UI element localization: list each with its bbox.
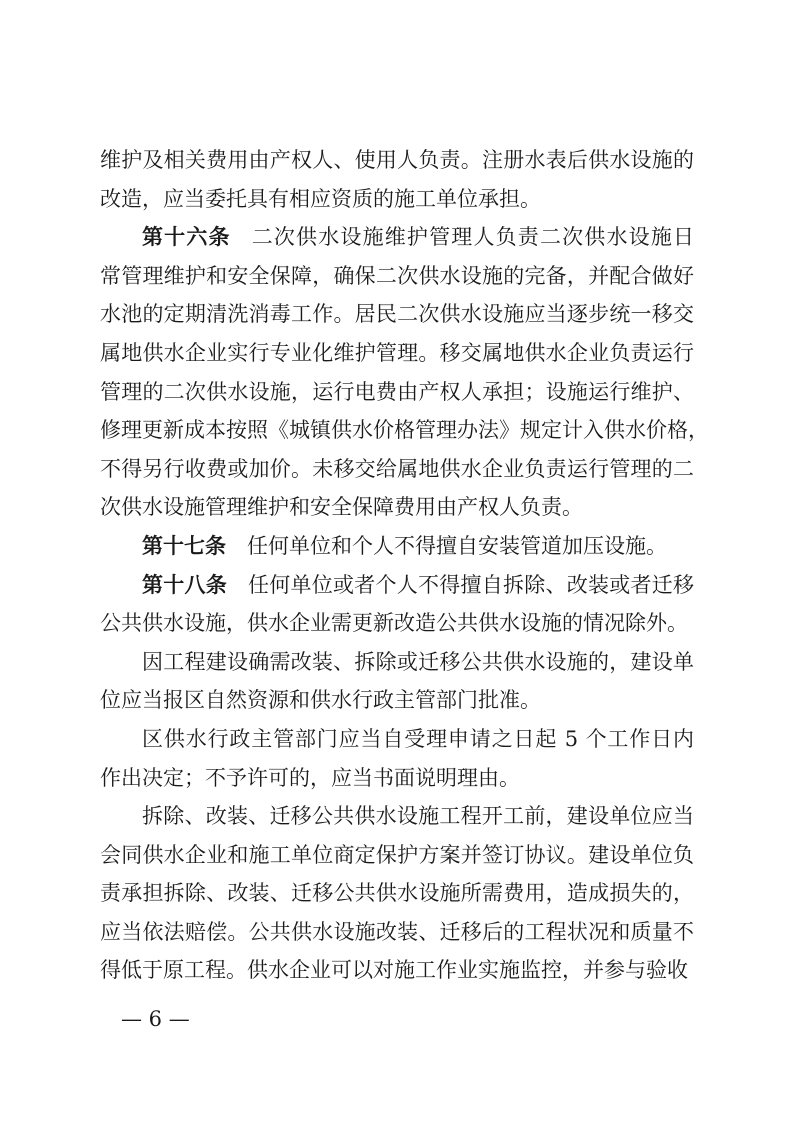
text-line (100, 797, 694, 836)
text-line (100, 527, 694, 566)
text-line (100, 180, 694, 219)
line-text: 改造，应当委托具有相应资质的施工单位承担。 (100, 186, 541, 211)
text-line (100, 295, 694, 334)
line-text: 位应当报区自然资源和供水行政主管部门批准。 (100, 688, 541, 713)
line-text: 区供水行政主管部门应当自受理申请之日起 5 个工作日内 (142, 726, 694, 751)
paragraph (100, 218, 709, 527)
article-heading: 第十八条 (142, 571, 227, 597)
text-line (100, 759, 694, 798)
paragraph (100, 797, 694, 990)
text-line (100, 604, 694, 643)
line-text: 水池的定期清洗消毒工作。居民二次供水设施应当逐步统一移交 (100, 302, 694, 327)
text-line (100, 373, 694, 412)
line-text: 责承担拆除、改装、迁移公共供水设施所需费用，造成损失的， (100, 881, 694, 906)
text-line (100, 450, 694, 489)
text-line (100, 836, 694, 875)
text-line (100, 874, 694, 913)
text-line (100, 218, 694, 257)
line-text: 二次供水设施维护管理人负责二次供水设施日 (251, 225, 695, 250)
text-line (100, 488, 694, 527)
line-text: 任何单位或者个人不得擅自拆除、改装或者迁移 (248, 572, 694, 597)
line-text: 常管理维护和安全保障，确保二次供水设施的完备，并配合做好 (100, 263, 694, 288)
paragraph (100, 141, 694, 218)
text-line (100, 681, 694, 720)
line-text: 不得另行收费或加价。未移交给属地供水企业负责运行管理的二 (100, 456, 694, 481)
text-line (100, 643, 694, 682)
line-text: 维护及相关费用由产权人、使用人负责。注册水表后供水设施的 (100, 148, 694, 172)
line-text: 作出决定；不予许可的，应当书面说明理由。 (100, 765, 520, 790)
paragraph (100, 566, 694, 643)
line-text: 因工程建设确需改装、拆除或迁移公共供水设施的，建设单 (142, 649, 694, 674)
text-line (100, 913, 694, 952)
text-line (100, 566, 694, 605)
text-line (100, 411, 709, 450)
text-line (100, 141, 694, 180)
line-text: 任何单位和个人不得擅自安装管道加压设施。 (247, 533, 667, 558)
line-text: 管理的二次供水设施，运行电费由产权人承担；设施运行维护、 (100, 379, 694, 404)
line-text: 属地供水企业实行专业化维护管理。移交属地供水企业负责运行 (100, 340, 694, 365)
body-text (100, 141, 709, 990)
line-text: 公共供水设施，供水企业需更新改造公共供水设施的情况除外。 (100, 611, 688, 636)
line-text: 拆除、改装、迁移公共供水设施工程开工前，建设单位应当 (142, 804, 694, 829)
line-text: 应当依法赔偿。公共供水设施改装、迁移后的工程状况和质量不 (100, 919, 694, 944)
paragraph (100, 527, 694, 566)
line-text: 次供水设施管理维护和安全保障费用由产权人负责。 (100, 495, 583, 520)
line-text: 修理更新成本按照《城镇供水价格管理办法》规定计入供水价格， (100, 418, 709, 443)
text-line (100, 334, 694, 373)
text-line (100, 257, 694, 296)
article-heading: 第十六条 (142, 224, 231, 250)
page-number: — 6 — (121, 1007, 190, 1031)
article-heading: 第十七条 (142, 532, 226, 558)
text-line (100, 720, 694, 759)
paragraph (100, 720, 694, 797)
paragraph (100, 643, 694, 720)
text-line (100, 951, 694, 990)
line-text: 会同供水企业和施工单位商定保护方案并签订协议。建设单位负 (100, 842, 694, 867)
line-text: 得低于原工程。供水企业可以对施工作业实施监控，并参与验收 (100, 958, 688, 983)
